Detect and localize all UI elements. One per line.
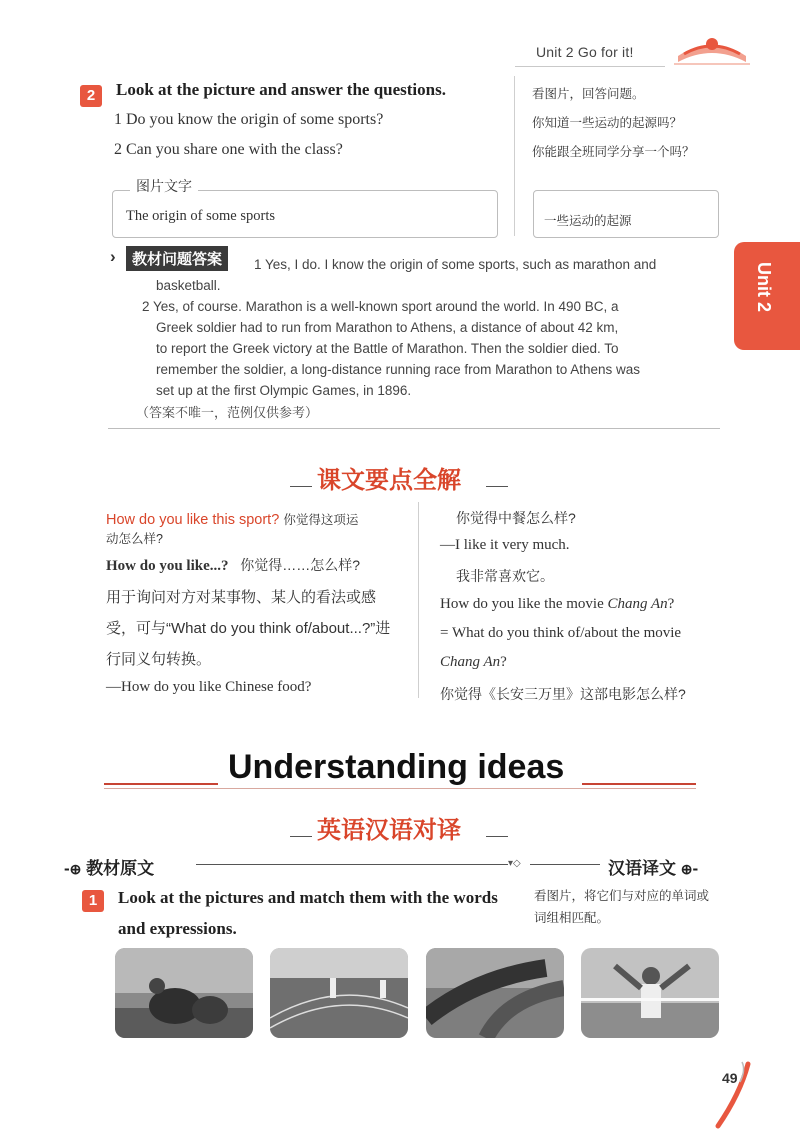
answer-2-line-3: to report the Greek victory at the Battle of Marathon. Then the soldier died. To bbox=[156, 341, 619, 356]
key-point-pattern bbox=[106, 555, 360, 575]
column-divider bbox=[514, 76, 515, 236]
center-arrow-icon: ▾◇ bbox=[508, 858, 521, 869]
photo-b-running-track bbox=[270, 948, 408, 1038]
label-line-right bbox=[530, 864, 600, 865]
exercise-number-badge: 1 bbox=[82, 890, 104, 912]
key-point-heading-en: How do you like this sport? bbox=[106, 512, 280, 528]
example-2-line-1-post: ? bbox=[667, 596, 675, 612]
picture-text: The origin of some sports bbox=[126, 208, 276, 224]
answer-2-line-4: remember the soldier, a long-distance running race from Marathon to Athens was bbox=[156, 362, 641, 377]
example-1-question: —How do you like Chinese food? bbox=[106, 679, 312, 695]
subtitle-dash-right bbox=[486, 836, 508, 837]
original-text-label bbox=[64, 854, 154, 879]
key-points-title: 课文要点全解 bbox=[317, 467, 461, 494]
example-1-question-cn: 你觉得中餐怎么样? bbox=[456, 510, 576, 526]
example-2-cn: 你觉得《长安三万里》这部电影怎么样? bbox=[440, 686, 686, 702]
key-point-heading-cn-1: 你觉得这项运 bbox=[283, 513, 359, 527]
photo-a-football bbox=[115, 948, 253, 1038]
title-dash-right bbox=[486, 486, 508, 487]
key-point-explanation-3: 行同义句转换。 bbox=[106, 651, 212, 668]
exercise-1-title: Look at the pictures and match them with the words and expressions. bbox=[118, 888, 498, 938]
picture-text-tag: 图片文字 bbox=[130, 176, 198, 196]
page-number: 49 bbox=[722, 1070, 738, 1086]
example-1-answer-cn: 我非常喜欢它。 bbox=[456, 568, 554, 584]
key-point-heading bbox=[106, 510, 358, 528]
circle-arrow-icon: ⊕ bbox=[680, 861, 693, 877]
picture-text-cn: 一些运动的起源 bbox=[544, 214, 632, 228]
header-underline bbox=[515, 66, 665, 67]
original-text-label-text: 教材原文 bbox=[86, 859, 155, 878]
photo-d-finish-line bbox=[581, 948, 719, 1038]
unit-side-tab bbox=[734, 242, 800, 350]
example-1-answer: —I like it very much. bbox=[440, 537, 570, 553]
title-rule-right bbox=[582, 783, 696, 785]
example-2-line-1 bbox=[440, 596, 674, 613]
circle-arrow-icon: ⊕ bbox=[69, 861, 82, 877]
question-2: 2 Can you share one with the class? bbox=[114, 141, 343, 158]
example-2-line-1-pre: How do you like the movie bbox=[440, 596, 608, 612]
header-unit-title: Unit 2 Go for it! bbox=[536, 44, 634, 60]
example-2-line-2: = What do you think of/about the movie bbox=[440, 625, 682, 641]
dash-icon: - bbox=[64, 859, 70, 878]
translation-label-text: 汉语译文 bbox=[608, 859, 676, 878]
answer-label: 教材问题答案 bbox=[126, 246, 228, 271]
example-2-line-3-post: ? bbox=[500, 654, 507, 670]
photo-c-relay-baton bbox=[426, 948, 564, 1038]
question-title: Look at the picture and answer the questions. bbox=[116, 80, 446, 99]
exercise-1-cn-line-1: 看图片，将它们与对应的单词或 bbox=[534, 889, 710, 903]
chevron-right-icon: › bbox=[110, 247, 116, 266]
key-point-heading-cn-2: 动怎么样? bbox=[106, 532, 163, 546]
section-separator bbox=[108, 428, 720, 429]
exercise-1-cn-line-2: 词组相匹配。 bbox=[534, 911, 610, 925]
example-2-line-3 bbox=[440, 654, 507, 671]
title-rule-left bbox=[104, 783, 218, 785]
answer-1-line-2: basketball. bbox=[156, 278, 221, 293]
question-number-badge: 2 bbox=[80, 85, 102, 107]
cn-question-1: 你知道一些运动的起源吗？ bbox=[532, 116, 683, 130]
answer-2-line-1: 2 Yes, of course. Marathon is a well-known sport around the world. In 490 BC, a bbox=[142, 299, 619, 314]
key-points-column-divider bbox=[418, 502, 419, 698]
example-2-movie-title: Chang An bbox=[607, 596, 668, 612]
label-line-left bbox=[196, 864, 508, 865]
title-underline bbox=[104, 788, 696, 789]
cn-question-title: 看图片，回答问题。 bbox=[532, 87, 645, 101]
key-point-pattern-en: How do you like...? bbox=[106, 558, 229, 574]
section-big-title: Understanding ideas bbox=[228, 748, 565, 786]
answer-2-line-2: Greek soldier had to run from Marathon to Athens, a distance of about 42 km, bbox=[156, 320, 619, 335]
book-logo-icon bbox=[672, 30, 752, 70]
subtitle-dash-left bbox=[290, 836, 312, 837]
key-point-explanation-1: 用于询问对方对某事物、某人的看法或感 bbox=[106, 589, 377, 606]
title-dash-left bbox=[290, 486, 312, 487]
answer-2-line-5: set up at the first Olympic Games, in 1896. bbox=[156, 383, 412, 398]
translation-label bbox=[608, 854, 698, 879]
side-tab-label: Unit 2 bbox=[754, 262, 774, 313]
cn-question-2: 你能跟全班同学分享一个吗？ bbox=[532, 145, 695, 159]
example-2-movie-title-2: Chang An bbox=[440, 654, 501, 670]
dash-icon: - bbox=[692, 859, 699, 878]
key-point-explanation-2: 受，可与“What do you think of/about...?”进 bbox=[106, 620, 391, 637]
translation-subtitle: 英语汉语对译 bbox=[317, 817, 461, 844]
question-1: 1 Do you know the origin of some sports? bbox=[114, 111, 384, 128]
answer-1-line-1: 1 Yes, I do. I know the origin of some sports, such as marathon and bbox=[254, 257, 657, 272]
key-point-pattern-cn: 你觉得……怎么样? bbox=[240, 557, 361, 573]
answer-note: （答案不唯一，范例仅供参考） bbox=[136, 405, 319, 420]
